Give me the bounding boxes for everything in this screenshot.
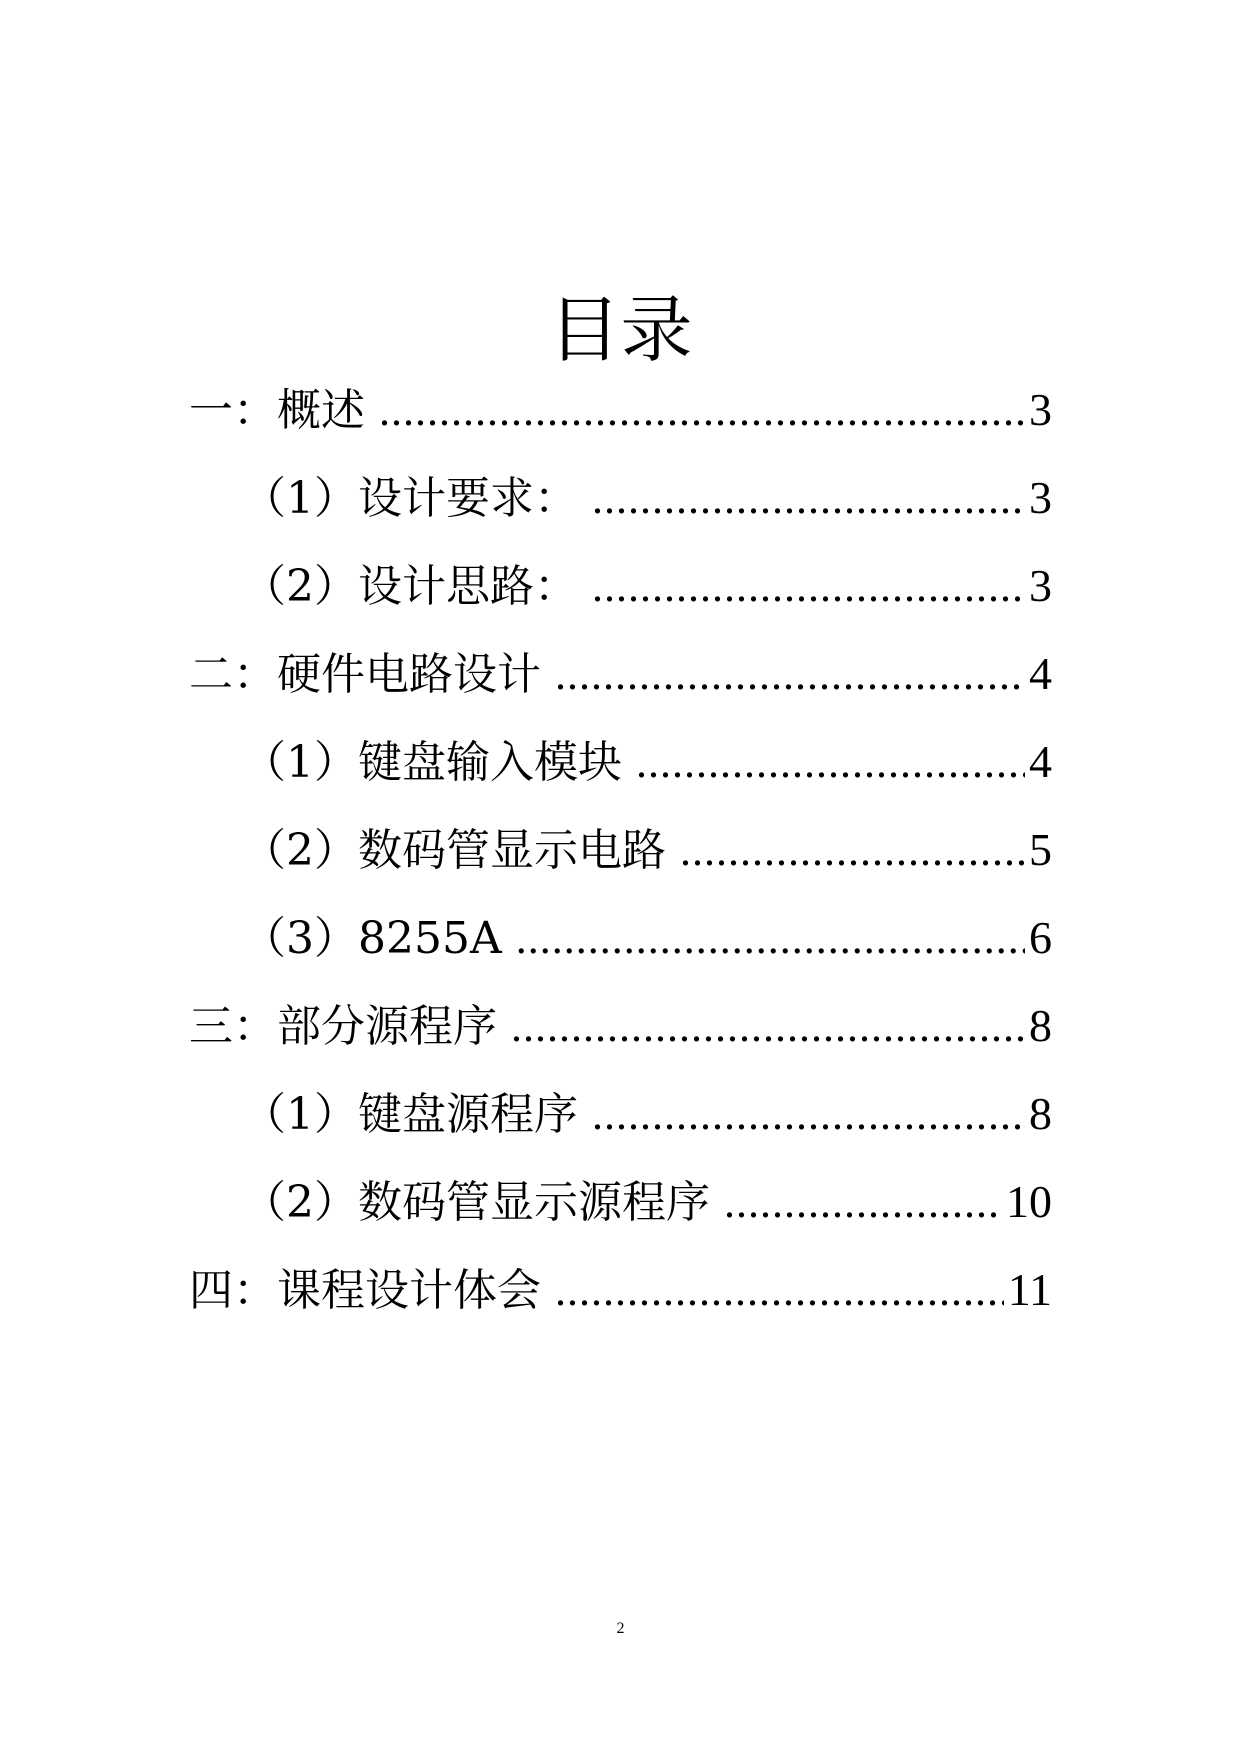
toc-entry-page: 10 [1006,1176,1052,1227]
toc-entry-overview[interactable] [189,380,1052,440]
toc-entry-design-requirements[interactable] [242,468,1052,528]
toc-entry-partial-source-code[interactable] [189,996,1052,1056]
toc-entry-display-source-code[interactable] [242,1172,1052,1232]
toc-dot-leader [636,733,1025,793]
toc-entry-hardware-circuit-design[interactable] [189,644,1052,704]
toc-entry-page: 5 [1029,824,1052,875]
toc-entry-page: 3 [1029,472,1052,523]
toc-entry-page: 11 [1007,1264,1052,1315]
toc-entry-page: 3 [1029,560,1052,611]
toc-entry-label: （2）数码管显示源程序 [242,1177,710,1228]
toc-entry-course-design-reflection[interactable] [189,1260,1052,1320]
toc-entry-label: 一：概述 [189,385,365,436]
toc-dot-leader [592,557,1025,617]
toc-entry-page: 3 [1029,384,1052,435]
toc-entry-page: 6 [1029,912,1052,963]
toc-entry-label: （2）设计思路： [242,561,578,612]
toc-title: 目录 [548,288,693,372]
toc-entry-label: 三：部分源程序 [189,1001,497,1052]
toc-dot-leader [379,381,1025,441]
page-number: 2 [616,1620,625,1637]
toc-dot-leader [555,1261,1004,1321]
toc-dot-leader [555,645,1025,705]
toc-entry-label: （1）键盘源程序 [242,1089,578,1140]
toc-entry-label: （3）8255A [242,913,502,964]
toc-entry-label: （1）键盘输入模块 [242,737,622,788]
toc-entry-keyboard-source-code[interactable] [242,1084,1052,1144]
toc-dot-leader [511,997,1025,1057]
toc-entry-page: 4 [1029,648,1052,699]
toc-entry-page: 4 [1029,736,1052,787]
toc-entry-8255a[interactable] [242,908,1052,968]
toc-dot-leader [592,1085,1025,1145]
toc-entry-page: 8 [1029,1088,1052,1139]
toc-entry-seven-segment-display-circuit[interactable] [242,820,1052,880]
toc-dot-leader [680,821,1025,881]
toc-entry-label: 四：课程设计体会 [189,1265,541,1316]
toc-entry-label: （1）设计要求： [242,473,578,524]
toc-dot-leader [592,469,1025,529]
toc-dot-leader [724,1173,1002,1233]
toc-entry-keyboard-input-module[interactable] [242,732,1052,792]
toc-dot-leader [516,909,1025,969]
toc-entry-page: 8 [1029,1000,1052,1051]
toc-entry-design-approach[interactable] [242,556,1052,616]
toc-entry-label: （2）数码管显示电路 [242,825,666,876]
toc-entry-label: 二：硬件电路设计 [189,649,541,700]
